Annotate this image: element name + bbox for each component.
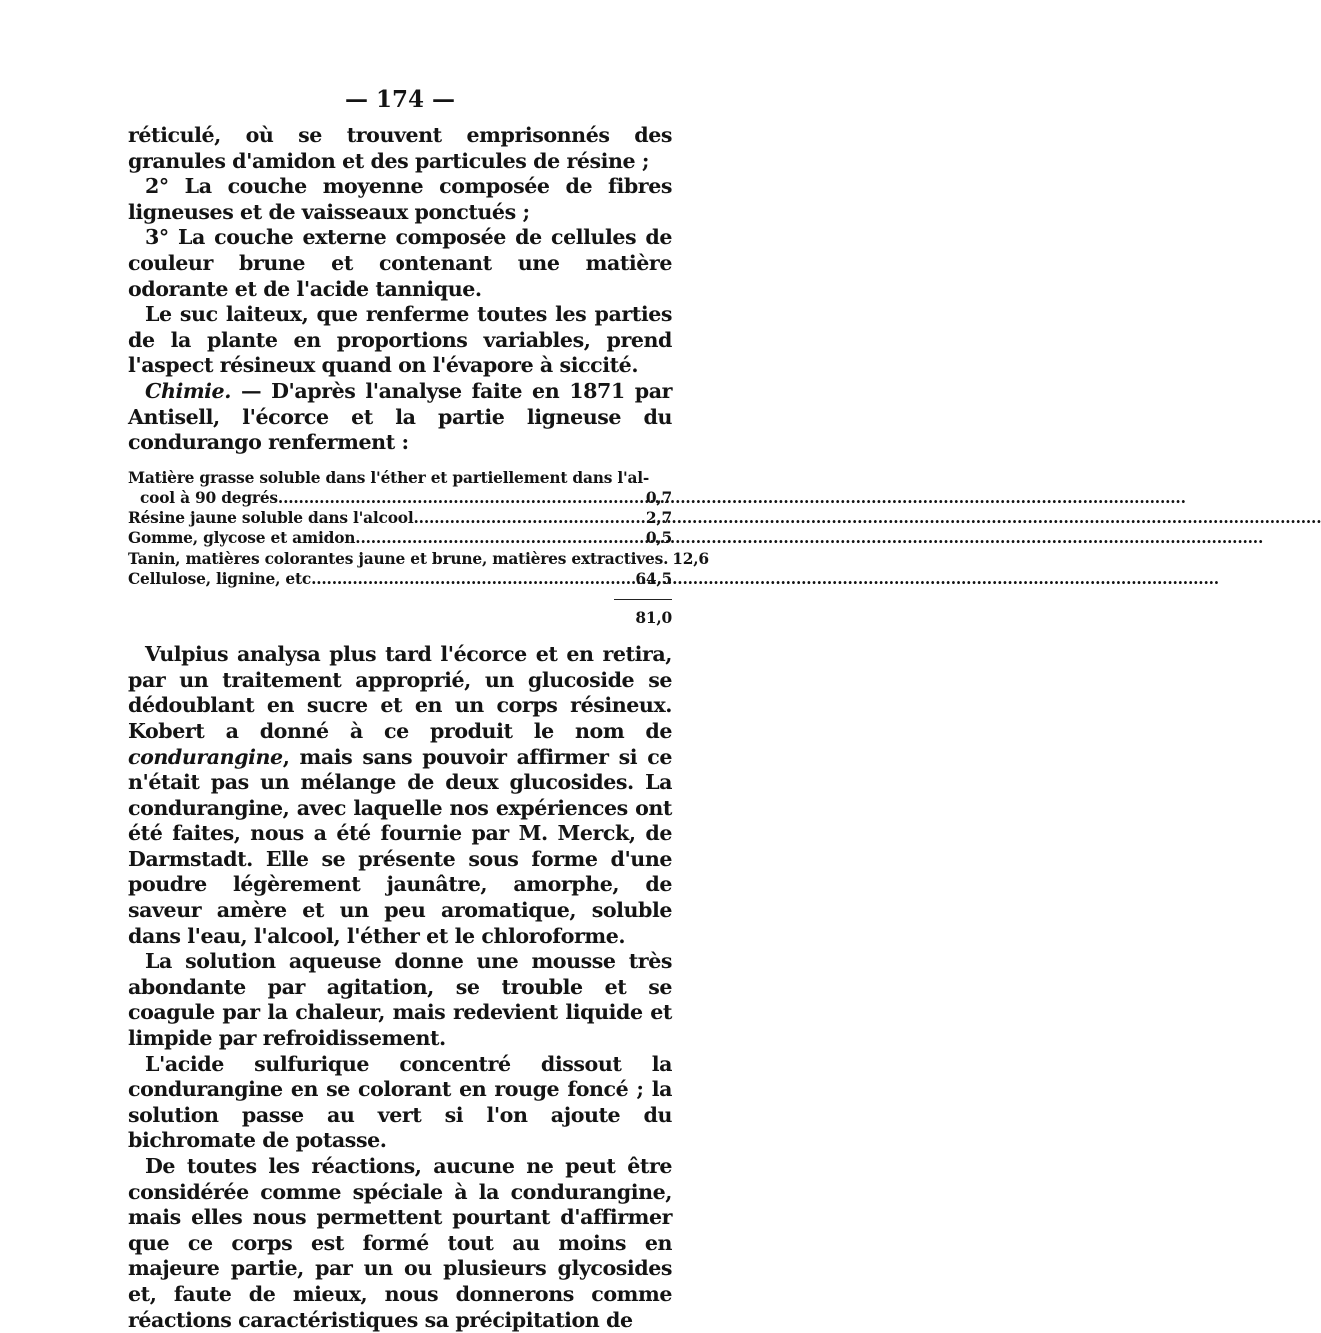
paragraph-couche-moyenne: 2° La couche moyenne composée de fibres ligneuses et de vaisseaux ponctués ; <box>128 174 672 224</box>
page-body-continued <box>128 642 672 1333</box>
leader-dots <box>414 508 642 528</box>
composition-value: 12,6 <box>672 549 709 568</box>
composition-row <box>128 508 672 528</box>
leader-dots <box>311 569 631 589</box>
composition-table <box>128 468 709 628</box>
composition-value: 0,7 <box>645 488 672 507</box>
paragraph-vulpius <box>128 642 672 949</box>
composition-label: Résine jaune soluble dans l'alcool <box>128 509 414 528</box>
paragraph-acide: L'acide sulfurique concentré dissout la condurangine en se colorant en rouge foncé ; la solution passe au vert si l'on ajoute du bichromate de potasse. <box>128 1051 672 1153</box>
composition-row <box>128 569 672 589</box>
composition-value: 64,5 <box>635 569 672 588</box>
page-body <box>128 123 709 1333</box>
composition-total-row <box>128 599 672 628</box>
leader-dots <box>355 528 642 548</box>
paragraph-solution: La solution aqueuse donne une mousse très abondante par agitation, se trouble et se coagule par la chaleur, mais redevient liquide et limpide par refroidissement. <box>128 949 672 1051</box>
composition-row <box>128 488 672 508</box>
chimie-text: — D'après l'analyse faite en 1871 par Antisell, l'écorce et la partie ligneuse du condurango renferment : <box>128 378 672 455</box>
paragraph-reticule: réticulé, où se trouvent emprisonnés des granules d'amidon et des particules de résine ; <box>128 123 672 173</box>
composition-label: Gomme, glycose et amidon <box>128 529 356 548</box>
chimie-heading: Chimie. <box>145 378 231 403</box>
composition-first-line: Matière grasse soluble dans l'éther et partiellement dans l'al- <box>128 468 650 487</box>
composition-label: Tanin, matières colorantes jaune et brune, matières extractives. <box>128 549 669 568</box>
paragraph-suc-laiteux: Le suc laiteux, que renferme toutes les parties de la plante en proportions variables, prend l'aspect résineux quand on l'évapore à siccité. <box>128 302 672 378</box>
page-number: — 174 — <box>344 86 456 113</box>
vulpius-text: Vulpius analysa plus tard l'écorce et en retira, par un traitement approprié, un glucoside se dédoublant en sucre et en un corps résineux. Kobert a donné à ce produit le nom de <box>128 642 672 743</box>
composition-total: 81,0 <box>614 599 672 628</box>
composition-value: 2,7 <box>645 509 672 528</box>
condurangine-term: condurangine <box>128 744 283 769</box>
paragraph-chimie <box>128 379 672 456</box>
paragraph-reactions: De toutes les réactions, aucune ne peut être considérée comme spéciale à la condurangine, mais elles nous permettent pourtant d'affirmer que ce corps est formé tout au moins en majeure partie, par un ou plusieurs glycosides et, faute de mieux, nous donnerons comme réactions caractéristiques sa précipitation de <box>128 1154 672 1332</box>
composition-label: Cellulose, lignine, etc <box>128 569 312 588</box>
composition-row <box>128 528 672 548</box>
vulpius-text-end: , mais sans pouvoir affirmer si ce n'était pas un mélange de deux glucosides. La condurangine, avec laquelle nos expériences ont été faites, nous a été fournie par M. Merck, de Darmstadt. Elle se présente sous forme d'une poudre légèrement jaunâtre, amorphe, de saveur amère et un peu aromatique, soluble dans l'eau, l'alcool, l'éther et le chloroforme. <box>128 744 672 948</box>
paragraph-couche-externe: 3° La couche externe composée de cellules de couleur brune et contenant une matière odorante et de l'acide tannique. <box>128 225 672 301</box>
composition-value: 0,5 <box>645 529 672 548</box>
composition-label: cool à 90 degrés <box>140 488 278 507</box>
leader-dots <box>278 488 642 508</box>
composition-row <box>128 549 709 569</box>
